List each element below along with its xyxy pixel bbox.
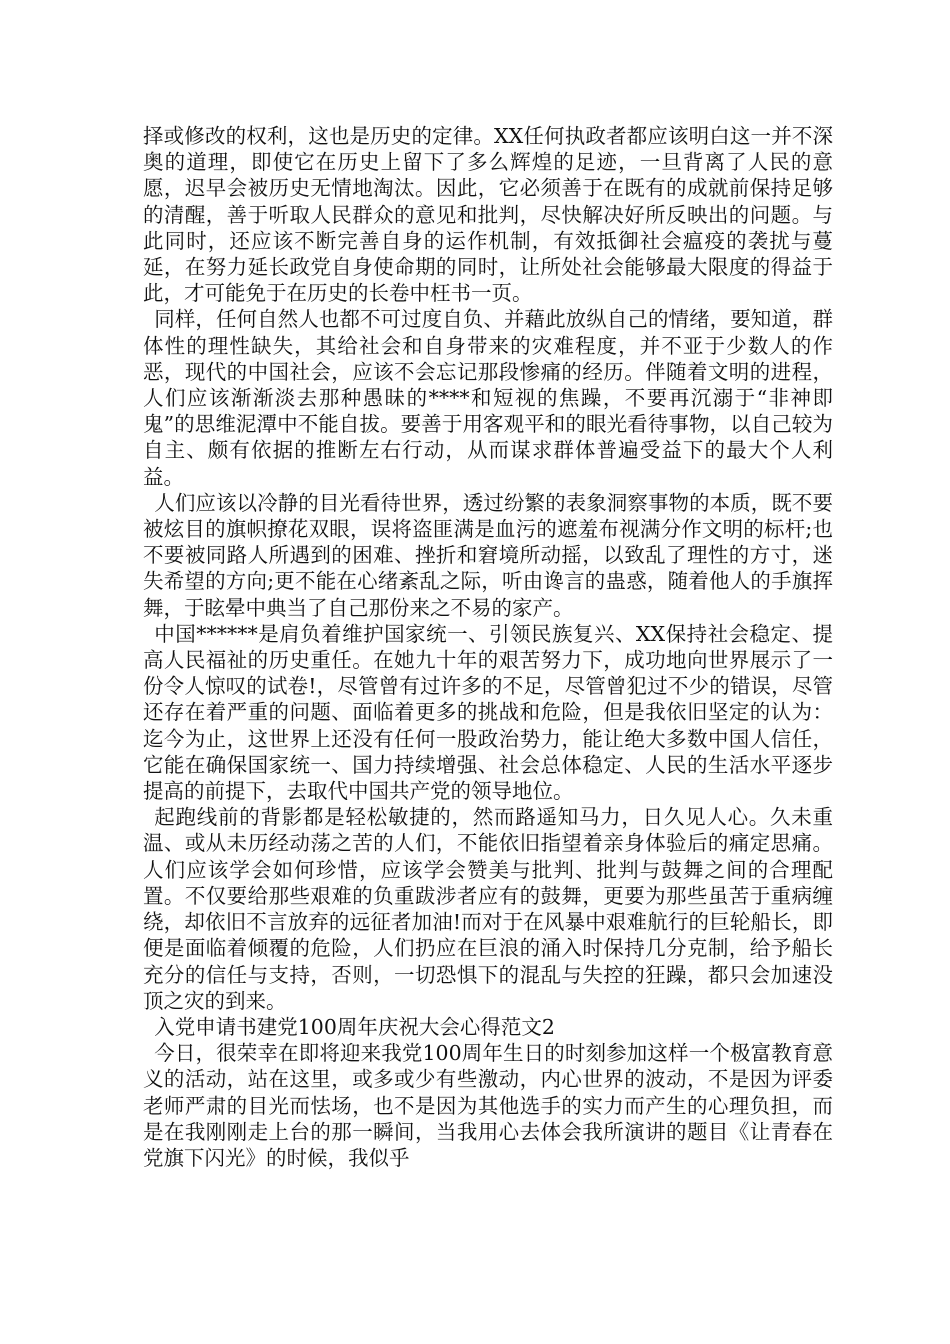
paragraph: 起跑线前的背影都是轻松敏捷的，然而路遥知马力，日久见人心。久未重温、或从未历经动荡之苦的人们，不能依旧指望着亲身体验后的痛定思痛。人们应该学会如何珍惜，应该学会赞美与批判、批判与鼓舞之间的合理配置。不仅要给那些艰难的负重跋涉者应有的鼓舞，更要为那些虽苦于重病缠绕，却依旧不言放弃的远征者加油!而对于在风暴中艰难航行的巨轮船长，即便是面临着倾覆的危险，人们扔应在巨浪的涌入时保持几分克制，给予船长充分的信任与支持，否则，一切恐惧下的混乱与失控的狂躁，都只会加速没顶之灾的到来。	[143, 805, 833, 1013]
document-body	[143, 123, 833, 1171]
paragraph: 人们应该以冷静的目光看待世界，透过纷繁的表象洞察事物的本质，既不要被炫目的旗帜撩花双眼，误将盗匪满是血污的遮羞布视满分作文明的标杆;也不要被同路人所遇到的困难、挫折和窘境所动摇，以致乱了理性的方寸，迷失希望的方向;更不能在心绪紊乱之际，听由谗言的蛊惑，随着他人的手旗挥舞，于眩晕中典当了自己那份来之不易的家产。	[143, 490, 833, 620]
paragraph: 择或修改的权利，这也是历史的定律。XX任何执政者都应该明白这一并不深奥的道理，即使它在历史上留下了多么辉煌的足迹，一旦背离了人民的意愿，迟早会被历史无情地淘汰。因此，它必须善于在既有的成就前保持足够的清醒，善于听取人民群众的意见和批判，尽快解决好所反映出的问题。与此同时，还应该不断完善自身的运作机制，有效抵御社会瘟疫的袭扰与蔓延，在努力延长政党自身使命期的同时，让所处社会能够最大限度的得益于此，才可能免于在历史的长卷中枉书一页。	[143, 124, 833, 306]
paragraph: 中国******是肩负着维护国家统一、引领民族复兴、XX保持社会稳定、提高人民福祉的历史重任。在她九十年的艰苦努力下，成功地向世界展示了一份令人惊叹的试卷!，尽管曾有过许多的不足，尽管曾犯过不少的错误，尽管还存在着严重的问题、面临着更多的挑战和危险，但是我依旧坚定的认为：迄今为止，这世界上还没有任何一股政治势力，能让绝大多数中国人信任，它能在确保国家统一、国力持续增强、社会总体稳定、人民的生活水平逐步提高的前提下，去取代中国共产党的领导地位。	[143, 621, 833, 804]
section-heading: 入党申请书建党100周年庆祝大会心得范文2	[154, 1014, 555, 1039]
paragraph: 同样，任何自然人也都不可过度自负、并藉此放纵自己的情绪，要知道，群体性的理性缺失，其给社会和自身带来的灾难程度，并不亚于少数人的作恶，现代的中国社会，应该不会忘记那段惨痛的经历。伴随着文明的进程，人们应该渐渐淡去那种愚昧的****和短视的焦躁，不要再沉溺于“非神即鬼”的思维泥潭中不能自拔。要善于用客观平和的眼光看待事物，以自己较为自主、颇有依据的推断左右行动，从而谋求群体普遍受益下的最大个人利益。	[143, 307, 833, 489]
paragraph: 今日，很荣幸在即将迎来我党100周年生日的时刻参加这样一个极富教育意义的活动，站在这里，或多或少有些激动，内心世界的波动，不是因为评委老师严肃的目光而怯场，也不是因为其他选手的实力而产生的心理负担，而是在我刚刚走上台的那一瞬间，当我用心去体会我所演讲的题目《让青春在党旗下闪光》的时候，我似乎	[143, 1041, 833, 1170]
